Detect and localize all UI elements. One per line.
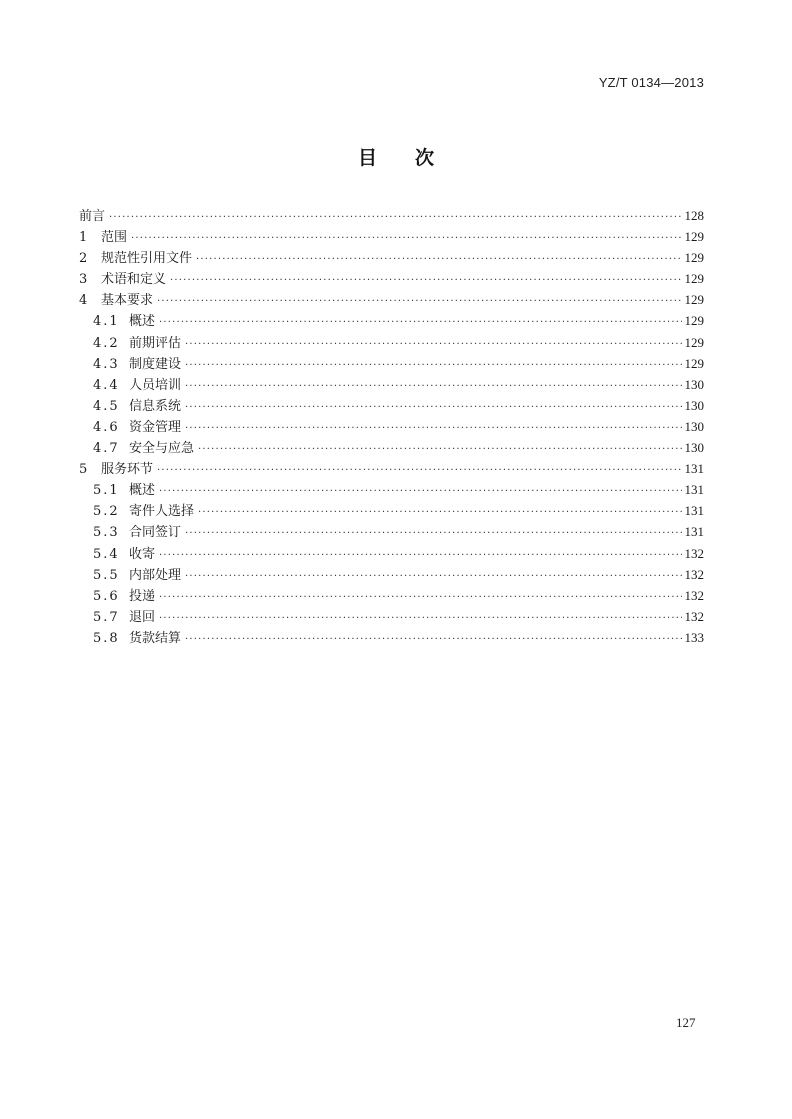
toc-entry-title: 安全与应急 bbox=[129, 441, 195, 457]
toc-dot-leader bbox=[198, 439, 681, 460]
toc-dot-leader bbox=[185, 418, 681, 439]
toc-entry-page: 131 bbox=[684, 461, 704, 477]
toc-dot-leader bbox=[196, 249, 681, 270]
toc-entry-title: 服务环节 bbox=[101, 462, 154, 478]
toc-entry-number: 4.7 bbox=[93, 441, 120, 457]
toc-entry-page: 130 bbox=[684, 418, 704, 434]
toc-entry-number: 4.2 bbox=[93, 335, 120, 351]
toc-entry-title: 合同签订 bbox=[129, 525, 182, 541]
toc-entry-number: 4.4 bbox=[93, 377, 120, 393]
toc-entry-page: 130 bbox=[684, 440, 704, 456]
toc-entry-title: 投递 bbox=[129, 588, 156, 604]
toc-entry-page: 131 bbox=[684, 524, 704, 540]
toc-entry-number: 4.3 bbox=[93, 356, 120, 372]
toc-entry[interactable] bbox=[79, 226, 704, 247]
toc-dot-leader bbox=[159, 481, 681, 502]
toc-entry-page: 130 bbox=[684, 397, 704, 413]
toc-entry-page: 129 bbox=[684, 313, 704, 329]
toc-entry-page: 132 bbox=[684, 587, 704, 603]
toc-entry-number: 3 bbox=[79, 272, 88, 288]
toc-entry-page: 133 bbox=[684, 629, 704, 645]
toc-dot-leader bbox=[131, 228, 681, 249]
toc-entry[interactable] bbox=[79, 500, 704, 521]
toc-dot-leader bbox=[157, 460, 681, 481]
toc-entry-number: 5 bbox=[79, 462, 88, 478]
toc-entry-title: 信息系统 bbox=[129, 398, 182, 414]
toc-entry-page: 129 bbox=[684, 355, 704, 371]
toc-entry-title: 前言 bbox=[79, 209, 106, 224]
toc-dot-leader bbox=[185, 566, 681, 587]
toc-dot-leader bbox=[198, 502, 681, 523]
toc-entry[interactable] bbox=[79, 332, 704, 353]
toc-entry-number: 5.4 bbox=[93, 546, 120, 562]
toc-entry-title: 规范性引用文件 bbox=[101, 251, 193, 267]
toc-entry-page: 132 bbox=[684, 566, 704, 582]
toc-entry-number: 5.2 bbox=[93, 504, 120, 520]
toc-entry-title: 退回 bbox=[129, 609, 156, 625]
toc-entry[interactable] bbox=[79, 374, 704, 395]
toc-entry[interactable] bbox=[79, 353, 704, 374]
toc-entry-title: 内部处理 bbox=[129, 567, 182, 583]
toc-entry-title: 收寄 bbox=[129, 546, 156, 562]
toc-entry-number: 5.3 bbox=[93, 525, 120, 541]
toc-entry-title: 范围 bbox=[101, 230, 128, 246]
toc-entry-number: 5.5 bbox=[93, 567, 120, 583]
toc-entry[interactable] bbox=[79, 289, 704, 310]
toc-entry-title: 术语和定义 bbox=[101, 272, 167, 288]
toc-entry[interactable] bbox=[79, 437, 704, 458]
toc-dot-leader bbox=[185, 334, 681, 355]
toc-entry[interactable] bbox=[79, 247, 704, 268]
toc-entry-page: 128 bbox=[684, 208, 704, 223]
page-number: 127 bbox=[676, 1015, 696, 1030]
toc-entry-page: 129 bbox=[684, 250, 704, 266]
toc-entry-page: 131 bbox=[684, 482, 704, 498]
toc-entry-number: 2 bbox=[79, 251, 88, 267]
toc-entry-number: 4.5 bbox=[93, 398, 120, 414]
toc-entry[interactable] bbox=[79, 627, 704, 648]
toc-entry-title: 货款结算 bbox=[129, 630, 182, 646]
standard-code-header: YZ/T 0134—2013 bbox=[598, 75, 704, 90]
toc-entry-page: 131 bbox=[684, 503, 704, 519]
toc-dot-leader bbox=[185, 376, 681, 397]
toc-entry-number: 5.6 bbox=[93, 588, 120, 604]
toc-entry-page: 129 bbox=[684, 271, 704, 287]
toc-entry[interactable] bbox=[79, 479, 704, 500]
toc-entry-number: 5.1 bbox=[93, 483, 120, 499]
toc-dot-leader bbox=[159, 587, 681, 608]
toc-dot-leader bbox=[159, 312, 681, 333]
toc-entry[interactable] bbox=[79, 416, 704, 437]
toc-entry[interactable] bbox=[79, 310, 704, 331]
toc-dot-leader bbox=[170, 270, 681, 291]
toc-entry-title: 人员培训 bbox=[129, 377, 182, 393]
toc-entry-title: 寄件人选择 bbox=[129, 504, 195, 520]
toc-entry-page: 130 bbox=[684, 376, 704, 392]
toc-entry-title: 前期评估 bbox=[129, 335, 182, 351]
toc-dot-leader bbox=[185, 523, 681, 544]
toc-dot-leader bbox=[157, 291, 681, 312]
toc-entry-title: 概述 bbox=[129, 314, 156, 330]
table-of-contents bbox=[79, 205, 704, 648]
toc-entry[interactable] bbox=[79, 521, 704, 542]
toc-entry[interactable] bbox=[79, 543, 704, 564]
toc-entry-title: 概述 bbox=[129, 483, 156, 499]
toc-entry-page: 129 bbox=[684, 229, 704, 245]
toc-entry-page: 132 bbox=[684, 545, 704, 561]
toc-entry-page: 132 bbox=[684, 608, 704, 624]
toc-entry-title: 基本要求 bbox=[101, 293, 154, 309]
toc-entry-number: 4 bbox=[79, 293, 88, 309]
toc-entry[interactable] bbox=[79, 268, 704, 289]
page-title: 目次 bbox=[357, 147, 472, 169]
toc-entry-page: 129 bbox=[684, 292, 704, 308]
toc-dot-leader bbox=[109, 207, 681, 228]
toc-dot-leader bbox=[185, 629, 681, 650]
toc-entry-number: 5.8 bbox=[93, 630, 120, 646]
toc-entry-number: 1 bbox=[79, 230, 88, 246]
toc-entry[interactable] bbox=[79, 585, 704, 606]
toc-dot-leader bbox=[159, 545, 681, 566]
toc-dot-leader bbox=[185, 397, 681, 418]
toc-entry-number: 4.6 bbox=[93, 419, 120, 435]
toc-entry-number: 4.1 bbox=[93, 314, 120, 330]
toc-entry[interactable] bbox=[79, 458, 704, 479]
toc-dot-leader bbox=[159, 608, 681, 629]
toc-entry-title: 制度建设 bbox=[129, 356, 182, 372]
toc-entry-title: 资金管理 bbox=[129, 419, 182, 435]
toc-entry[interactable] bbox=[79, 205, 704, 226]
toc-entry-number: 5.7 bbox=[93, 609, 120, 625]
toc-entry-page: 129 bbox=[684, 334, 704, 350]
toc-entry[interactable] bbox=[79, 606, 704, 627]
toc-dot-leader bbox=[185, 355, 681, 376]
toc-entry[interactable] bbox=[79, 395, 704, 416]
toc-entry[interactable] bbox=[79, 564, 704, 585]
